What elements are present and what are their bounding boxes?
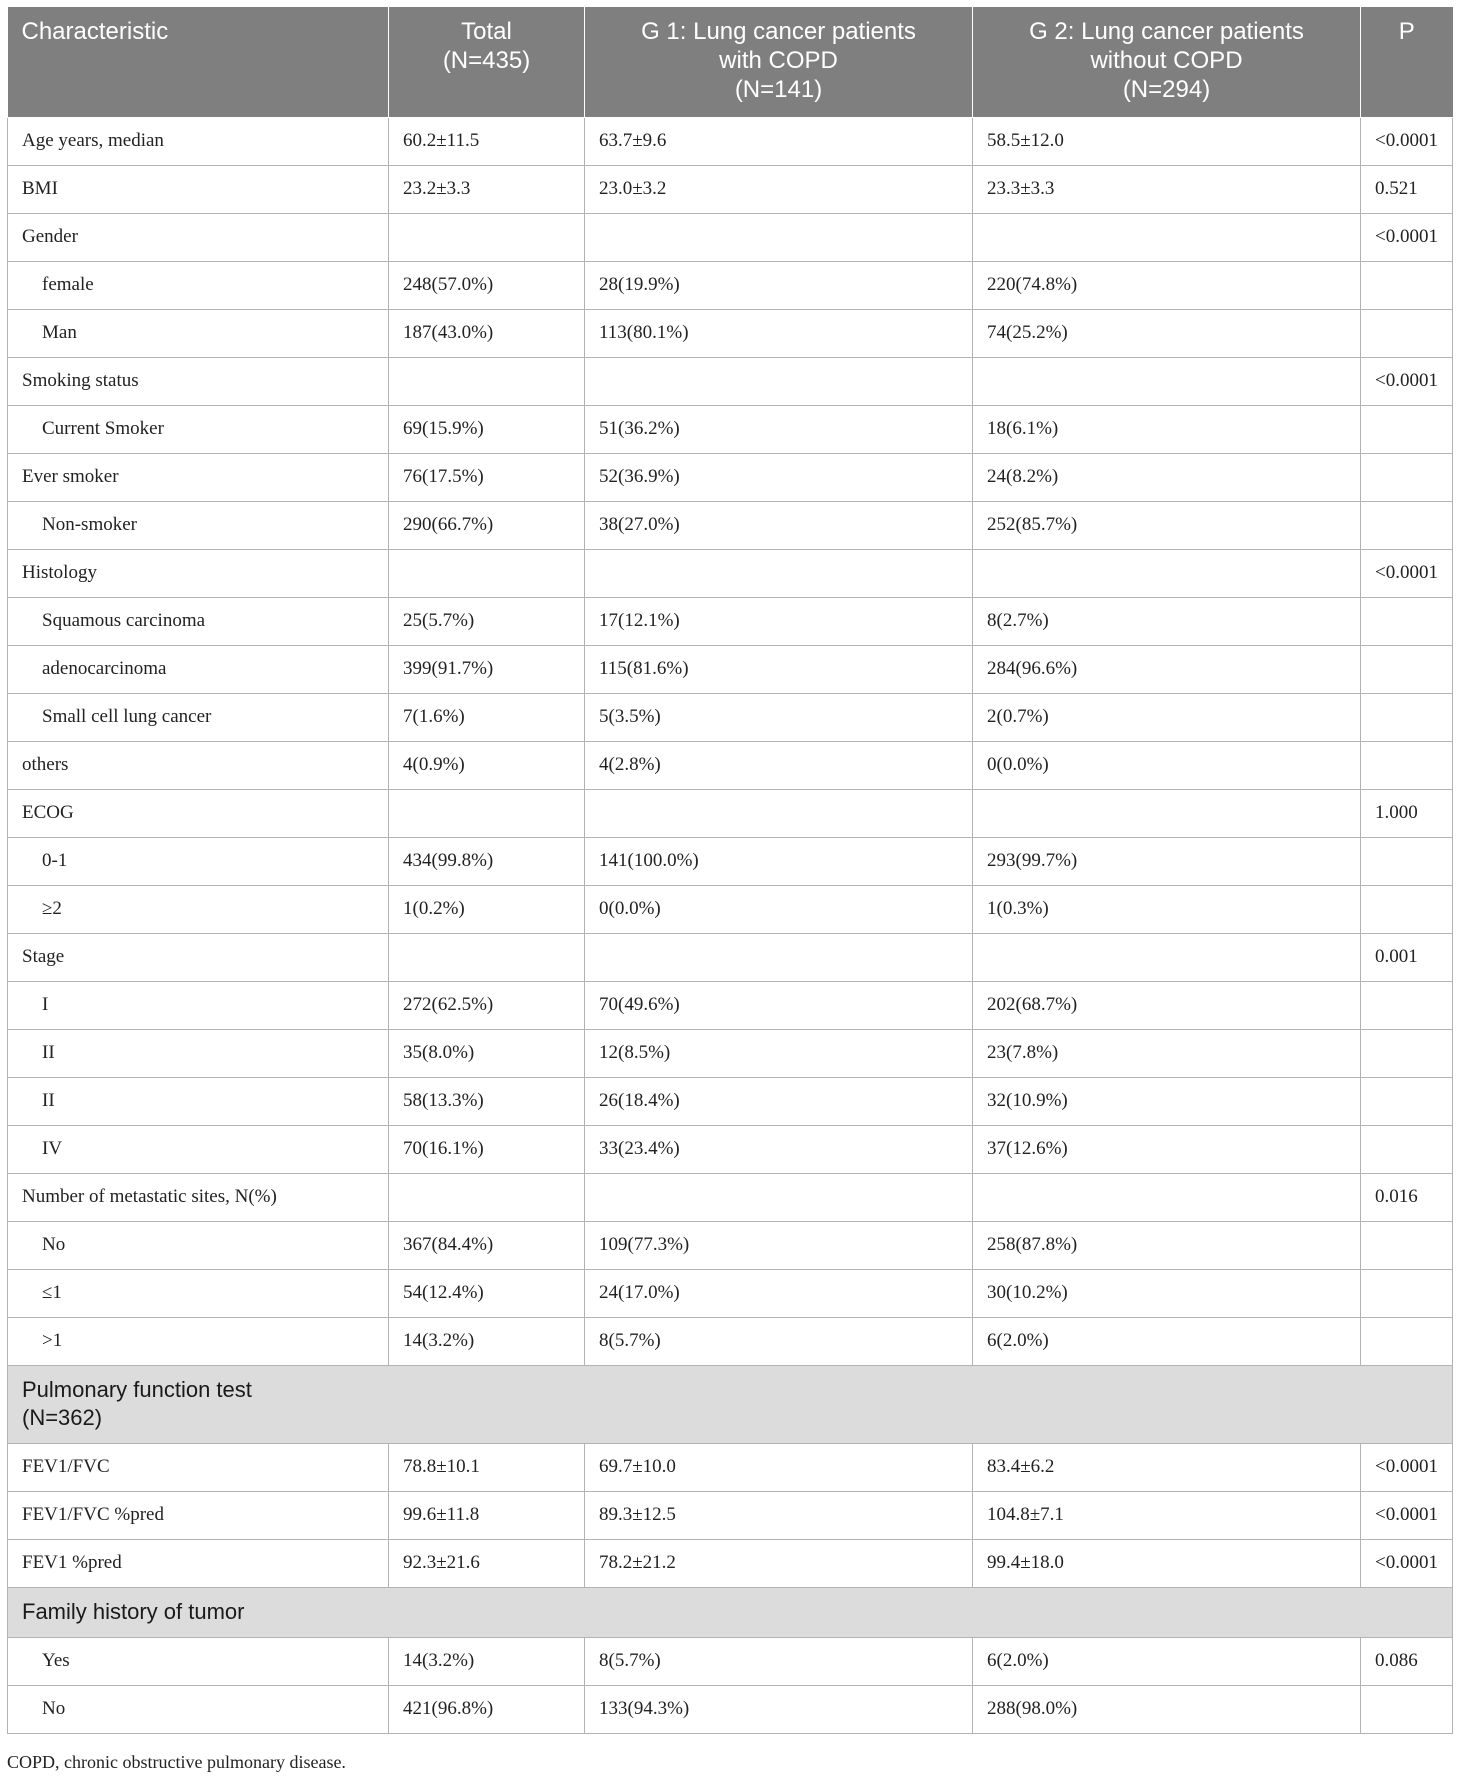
group-1-cell — [585, 213, 973, 261]
table-row — [8, 1221, 1453, 1269]
total-cell — [389, 357, 585, 405]
table-row — [8, 885, 1453, 933]
group-1-cell: 52(36.9%) — [585, 453, 973, 501]
table-row — [8, 1029, 1453, 1077]
row-label-cell: 0-1 — [8, 837, 389, 885]
row-label-cell: FEV1/FVC %pred — [8, 1491, 389, 1539]
row-label-cell: ≤1 — [8, 1269, 389, 1317]
row-label-cell: IV — [8, 1125, 389, 1173]
group-1-cell: 12(8.5%) — [585, 1029, 973, 1077]
total-cell: 7(1.6%) — [389, 693, 585, 741]
p-value-cell: 0.086 — [1361, 1637, 1453, 1685]
row-label-cell: FEV1/FVC — [8, 1443, 389, 1491]
header-line: Total — [461, 18, 512, 45]
group-1-cell: 38(27.0%) — [585, 501, 973, 549]
table-row — [8, 261, 1453, 309]
table-body — [8, 117, 1453, 1733]
group-1-cell: 63.7±9.6 — [585, 117, 973, 165]
group-2-cell: 104.8±7.1 — [973, 1491, 1361, 1539]
section-title: Family history of tumor — [8, 1587, 1453, 1637]
total-cell: 60.2±11.5 — [389, 117, 585, 165]
group-1-cell: 8(5.7%) — [585, 1637, 973, 1685]
total-cell — [389, 213, 585, 261]
group-1-cell: 109(77.3%) — [585, 1221, 973, 1269]
group-1-cell: 115(81.6%) — [585, 645, 973, 693]
group-2-cell — [973, 1173, 1361, 1221]
group-1-cell — [585, 933, 973, 981]
group-1-cell — [585, 357, 973, 405]
characteristics-table — [7, 7, 1453, 1734]
group-1-cell: 78.2±21.2 — [585, 1539, 973, 1587]
total-cell: 4(0.9%) — [389, 741, 585, 789]
group-1-cell: 51(36.2%) — [585, 405, 973, 453]
p-value-cell: 1.000 — [1361, 789, 1453, 837]
header-line: G 1: Lung cancer patients — [641, 18, 916, 45]
table-row — [8, 1539, 1453, 1587]
table-row — [8, 549, 1453, 597]
p-value-cell — [1361, 693, 1453, 741]
table-row — [8, 933, 1453, 981]
table-row — [8, 117, 1453, 165]
group-2-cell: 252(85.7%) — [973, 501, 1361, 549]
row-label-cell: II — [8, 1077, 389, 1125]
group-1-cell — [585, 789, 973, 837]
table-row — [8, 357, 1453, 405]
row-label-cell: Age years, median — [8, 117, 389, 165]
p-value-cell — [1361, 309, 1453, 357]
group-1-cell: 0(0.0%) — [585, 885, 973, 933]
header-characteristic — [8, 7, 389, 117]
p-value-cell — [1361, 261, 1453, 309]
row-label-cell: FEV1 %pred — [8, 1539, 389, 1587]
table-row — [8, 597, 1453, 645]
group-2-cell: 6(2.0%) — [973, 1317, 1361, 1365]
group-2-cell: 99.4±18.0 — [973, 1539, 1361, 1587]
row-label-cell: No — [8, 1221, 389, 1269]
table-row — [8, 1077, 1453, 1125]
total-cell: 92.3±21.6 — [389, 1539, 585, 1587]
table-row — [8, 1637, 1453, 1685]
group-2-cell: 30(10.2%) — [973, 1269, 1361, 1317]
header-line: (N=435) — [442, 47, 531, 74]
group-2-cell: 202(68.7%) — [973, 981, 1361, 1029]
total-cell: 23.2±3.3 — [389, 165, 585, 213]
group-2-cell: 23(7.8%) — [973, 1029, 1361, 1077]
total-cell: 14(3.2%) — [389, 1317, 585, 1365]
group-2-cell: 293(99.7%) — [973, 837, 1361, 885]
total-cell — [389, 789, 585, 837]
header-group-2 — [973, 7, 1361, 117]
p-value-cell: 0.521 — [1361, 165, 1453, 213]
group-1-cell: 133(94.3%) — [585, 1685, 973, 1733]
p-value-cell: <0.0001 — [1361, 213, 1453, 261]
table-row — [8, 1317, 1453, 1365]
table-row — [8, 1269, 1453, 1317]
group-1-cell — [585, 549, 973, 597]
total-cell: 35(8.0%) — [389, 1029, 585, 1077]
table-row — [8, 837, 1453, 885]
section-header-row — [8, 1587, 1453, 1637]
group-2-cell: 8(2.7%) — [973, 597, 1361, 645]
row-label-cell: Non-smoker — [8, 501, 389, 549]
group-2-cell: 284(96.6%) — [973, 645, 1361, 693]
group-2-cell: 74(25.2%) — [973, 309, 1361, 357]
table-header — [8, 7, 1453, 117]
row-label-cell: ECOG — [8, 789, 389, 837]
header-line: with COPD — [719, 47, 838, 74]
group-1-cell — [585, 1173, 973, 1221]
p-value-cell: <0.0001 — [1361, 357, 1453, 405]
row-label-cell: female — [8, 261, 389, 309]
header-line: P — [1398, 18, 1415, 45]
p-value-cell — [1361, 981, 1453, 1029]
table-row — [8, 405, 1453, 453]
row-label-cell: Smoking status — [8, 357, 389, 405]
row-label-cell: Gender — [8, 213, 389, 261]
group-1-cell: 70(49.6%) — [585, 981, 973, 1029]
group-2-cell: 220(74.8%) — [973, 261, 1361, 309]
total-cell: 367(84.4%) — [389, 1221, 585, 1269]
group-1-cell: 8(5.7%) — [585, 1317, 973, 1365]
p-value-cell — [1361, 453, 1453, 501]
group-2-cell: 24(8.2%) — [973, 453, 1361, 501]
table-row — [8, 1443, 1453, 1491]
p-value-cell: 0.001 — [1361, 933, 1453, 981]
group-1-cell: 141(100.0%) — [585, 837, 973, 885]
row-label-cell: BMI — [8, 165, 389, 213]
header-total — [389, 7, 585, 117]
table-row — [8, 453, 1453, 501]
p-value-cell: <0.0001 — [1361, 1539, 1453, 1587]
total-cell: 434(99.8%) — [389, 837, 585, 885]
total-cell — [389, 549, 585, 597]
total-cell: 70(16.1%) — [389, 1125, 585, 1173]
row-label-cell: II — [8, 1029, 389, 1077]
p-value-cell — [1361, 1685, 1453, 1733]
row-label-cell: No — [8, 1685, 389, 1733]
header-group-1 — [585, 7, 973, 117]
total-cell: 99.6±11.8 — [389, 1491, 585, 1539]
table-footnote: COPD, chronic obstructive pulmonary disease. — [7, 1752, 346, 1772]
table-row — [8, 981, 1453, 1029]
table-row — [8, 1685, 1453, 1733]
group-2-cell — [973, 549, 1361, 597]
group-2-cell — [973, 789, 1361, 837]
group-1-cell: 5(3.5%) — [585, 693, 973, 741]
table-row — [8, 645, 1453, 693]
group-2-cell: 2(0.7%) — [973, 693, 1361, 741]
group-2-cell: 83.4±6.2 — [973, 1443, 1361, 1491]
section-header-row — [8, 1365, 1453, 1443]
row-label-cell: adenocarcinoma — [8, 645, 389, 693]
group-2-cell — [973, 357, 1361, 405]
group-2-cell: 258(87.8%) — [973, 1221, 1361, 1269]
row-label-cell: Small cell lung cancer — [8, 693, 389, 741]
total-cell: 187(43.0%) — [389, 309, 585, 357]
group-1-cell: 4(2.8%) — [585, 741, 973, 789]
group-1-cell: 23.0±3.2 — [585, 165, 973, 213]
row-label-cell: Current Smoker — [8, 405, 389, 453]
group-2-cell: 6(2.0%) — [973, 1637, 1361, 1685]
group-2-cell: 37(12.6%) — [973, 1125, 1361, 1173]
group-1-cell: 33(23.4%) — [585, 1125, 973, 1173]
header-line: (N=141) — [734, 76, 823, 103]
p-value-cell — [1361, 1221, 1453, 1269]
group-2-cell: 58.5±12.0 — [973, 117, 1361, 165]
table-row — [8, 1491, 1453, 1539]
row-label-cell: Number of metastatic sites, N(%) — [8, 1173, 389, 1221]
total-cell: 54(12.4%) — [389, 1269, 585, 1317]
total-cell: 272(62.5%) — [389, 981, 585, 1029]
p-value-cell — [1361, 597, 1453, 645]
total-cell: 69(15.9%) — [389, 405, 585, 453]
row-label-cell: Ever smoker — [8, 453, 389, 501]
group-2-cell — [973, 933, 1361, 981]
group-1-cell: 113(80.1%) — [585, 309, 973, 357]
group-1-cell: 28(19.9%) — [585, 261, 973, 309]
row-label-cell: Squamous carcinoma — [8, 597, 389, 645]
p-value-cell — [1361, 645, 1453, 693]
table-row — [8, 501, 1453, 549]
p-value-cell — [1361, 885, 1453, 933]
group-1-cell: 24(17.0%) — [585, 1269, 973, 1317]
group-1-cell: 26(18.4%) — [585, 1077, 973, 1125]
header-p-value — [1361, 7, 1453, 117]
table-row — [8, 1173, 1453, 1221]
row-label-cell: Yes — [8, 1637, 389, 1685]
group-2-cell: 1(0.3%) — [973, 885, 1361, 933]
total-cell: 14(3.2%) — [389, 1637, 585, 1685]
row-label-cell: others — [8, 741, 389, 789]
table-row — [8, 213, 1453, 261]
total-cell: 1(0.2%) — [389, 885, 585, 933]
p-value-cell: <0.0001 — [1361, 1443, 1453, 1491]
total-cell: 58(13.3%) — [389, 1077, 585, 1125]
table-row — [8, 789, 1453, 837]
row-label-cell: I — [8, 981, 389, 1029]
total-cell: 76(17.5%) — [389, 453, 585, 501]
group-1-cell: 69.7±10.0 — [585, 1443, 973, 1491]
row-label-cell: Histology — [8, 549, 389, 597]
total-cell: 78.8±10.1 — [389, 1443, 585, 1491]
section-title: Pulmonary function test (N=362) — [8, 1365, 1453, 1443]
p-value-cell — [1361, 1317, 1453, 1365]
row-label-cell: Man — [8, 309, 389, 357]
total-cell: 421(96.8%) — [389, 1685, 585, 1733]
p-value-cell — [1361, 741, 1453, 789]
group-1-cell: 17(12.1%) — [585, 597, 973, 645]
p-value-cell: <0.0001 — [1361, 117, 1453, 165]
p-value-cell — [1361, 837, 1453, 885]
group-2-cell — [973, 213, 1361, 261]
p-value-cell — [1361, 1125, 1453, 1173]
header-row — [8, 7, 1453, 117]
p-value-cell — [1361, 405, 1453, 453]
table-row — [8, 165, 1453, 213]
total-cell: 248(57.0%) — [389, 261, 585, 309]
p-value-cell — [1361, 501, 1453, 549]
p-value-cell: <0.0001 — [1361, 549, 1453, 597]
group-2-cell: 288(98.0%) — [973, 1685, 1361, 1733]
group-2-cell: 18(6.1%) — [973, 405, 1361, 453]
p-value-cell: 0.016 — [1361, 1173, 1453, 1221]
row-label-cell: ≥2 — [8, 885, 389, 933]
row-label-cell: Stage — [8, 933, 389, 981]
table-row — [8, 693, 1453, 741]
p-value-cell: <0.0001 — [1361, 1491, 1453, 1539]
total-cell: 290(66.7%) — [389, 501, 585, 549]
group-2-cell: 32(10.9%) — [973, 1077, 1361, 1125]
table-row — [8, 741, 1453, 789]
group-2-cell: 0(0.0%) — [973, 741, 1361, 789]
table-row — [8, 309, 1453, 357]
header-line: without COPD — [1090, 47, 1243, 74]
p-value-cell — [1361, 1029, 1453, 1077]
p-value-cell — [1361, 1269, 1453, 1317]
total-cell — [389, 1173, 585, 1221]
total-cell: 399(91.7%) — [389, 645, 585, 693]
header-line: (N=294) — [1122, 76, 1211, 103]
total-cell: 25(5.7%) — [389, 597, 585, 645]
header-line: Characteristic — [21, 18, 169, 45]
row-label-cell: >1 — [8, 1317, 389, 1365]
total-cell — [389, 933, 585, 981]
table-row — [8, 1125, 1453, 1173]
group-2-cell: 23.3±3.3 — [973, 165, 1361, 213]
header-line: G 2: Lung cancer patients — [1029, 18, 1304, 45]
p-value-cell — [1361, 1077, 1453, 1125]
group-1-cell: 89.3±12.5 — [585, 1491, 973, 1539]
characteristics-table-container — [7, 7, 1452, 1734]
